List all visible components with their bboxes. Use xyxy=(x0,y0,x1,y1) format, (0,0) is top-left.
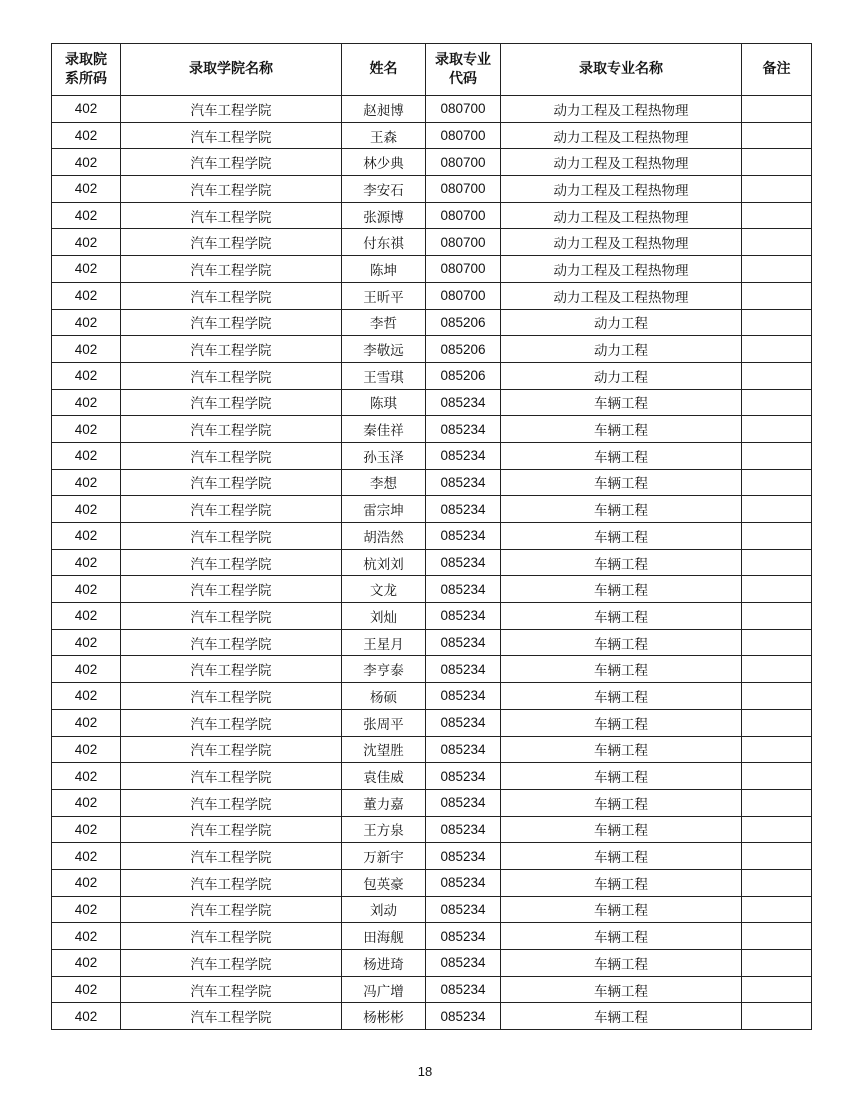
cell-note xyxy=(742,469,812,496)
cell-major: 车辆工程 xyxy=(501,736,742,763)
cell-major-code: 080700 xyxy=(426,256,501,283)
cell-major-code: 080700 xyxy=(426,122,501,149)
cell-dept-code: 402 xyxy=(52,843,121,870)
cell-note xyxy=(742,523,812,550)
cell-name: 王昕平 xyxy=(342,282,426,309)
cell-name: 陈坤 xyxy=(342,256,426,283)
header-major-code xyxy=(426,44,501,96)
table-row xyxy=(52,709,812,736)
cell-dept-code: 402 xyxy=(52,96,121,123)
cell-name: 田海舰 xyxy=(342,923,426,950)
cell-major-code: 085234 xyxy=(426,416,501,443)
header-college: 录取学院名称 xyxy=(121,44,342,96)
table-row xyxy=(52,603,812,630)
cell-dept-code: 402 xyxy=(52,336,121,363)
header-name: 姓名 xyxy=(342,44,426,96)
table-row xyxy=(52,202,812,229)
table-row xyxy=(52,843,812,870)
cell-major: 车辆工程 xyxy=(501,763,742,790)
cell-name: 刘动 xyxy=(342,896,426,923)
cell-major-code: 085234 xyxy=(426,736,501,763)
cell-dept-code: 402 xyxy=(52,229,121,256)
cell-name: 董力嘉 xyxy=(342,789,426,816)
table-row xyxy=(52,976,812,1003)
cell-major-code: 085234 xyxy=(426,603,501,630)
cell-dept-code: 402 xyxy=(52,442,121,469)
cell-college: 汽车工程学院 xyxy=(121,202,342,229)
admission-table xyxy=(51,43,812,1030)
cell-name: 杭刘刘 xyxy=(342,549,426,576)
cell-major: 动力工程及工程热物理 xyxy=(501,202,742,229)
table-row xyxy=(52,256,812,283)
cell-note xyxy=(742,869,812,896)
cell-major-code: 085234 xyxy=(426,523,501,550)
cell-dept-code: 402 xyxy=(52,683,121,710)
cell-major: 车辆工程 xyxy=(501,869,742,896)
cell-name: 万新宇 xyxy=(342,843,426,870)
cell-dept-code: 402 xyxy=(52,789,121,816)
cell-college: 汽车工程学院 xyxy=(121,229,342,256)
cell-major-code: 080700 xyxy=(426,149,501,176)
cell-note xyxy=(742,336,812,363)
table-header xyxy=(52,44,812,96)
cell-major-code: 085234 xyxy=(426,789,501,816)
cell-dept-code: 402 xyxy=(52,736,121,763)
cell-note xyxy=(742,763,812,790)
table-row xyxy=(52,576,812,603)
cell-note xyxy=(742,202,812,229)
cell-major: 车辆工程 xyxy=(501,1003,742,1030)
table-row xyxy=(52,789,812,816)
cell-college: 汽车工程学院 xyxy=(121,816,342,843)
cell-major: 车辆工程 xyxy=(501,416,742,443)
cell-note xyxy=(742,950,812,977)
table-row xyxy=(52,442,812,469)
cell-college: 汽车工程学院 xyxy=(121,336,342,363)
cell-major: 车辆工程 xyxy=(501,683,742,710)
cell-college: 汽车工程学院 xyxy=(121,149,342,176)
cell-major-code: 080700 xyxy=(426,229,501,256)
cell-major-code: 085234 xyxy=(426,576,501,603)
cell-major: 车辆工程 xyxy=(501,976,742,1003)
cell-major: 车辆工程 xyxy=(501,523,742,550)
cell-major-code: 085234 xyxy=(426,1003,501,1030)
table-row xyxy=(52,549,812,576)
cell-major: 动力工程及工程热物理 xyxy=(501,229,742,256)
cell-college: 汽车工程学院 xyxy=(121,950,342,977)
table-row xyxy=(52,523,812,550)
table-row xyxy=(52,416,812,443)
table-row xyxy=(52,122,812,149)
cell-note xyxy=(742,576,812,603)
cell-name: 雷宗坤 xyxy=(342,496,426,523)
header-row xyxy=(52,44,812,96)
cell-note xyxy=(742,416,812,443)
cell-dept-code: 402 xyxy=(52,416,121,443)
cell-dept-code: 402 xyxy=(52,176,121,203)
table-row xyxy=(52,923,812,950)
cell-note xyxy=(742,282,812,309)
table-row xyxy=(52,309,812,336)
cell-note xyxy=(742,709,812,736)
table-row xyxy=(52,629,812,656)
cell-major: 车辆工程 xyxy=(501,789,742,816)
cell-major: 动力工程及工程热物理 xyxy=(501,282,742,309)
cell-note xyxy=(742,789,812,816)
cell-note xyxy=(742,149,812,176)
cell-major: 车辆工程 xyxy=(501,950,742,977)
cell-major-code: 085234 xyxy=(426,896,501,923)
page-number: 18 xyxy=(417,1064,433,1079)
cell-dept-code: 402 xyxy=(52,256,121,283)
cell-note xyxy=(742,309,812,336)
cell-note xyxy=(742,442,812,469)
cell-dept-code: 402 xyxy=(52,656,121,683)
cell-dept-code: 402 xyxy=(52,816,121,843)
cell-note xyxy=(742,389,812,416)
cell-dept-code: 402 xyxy=(52,362,121,389)
cell-college: 汽车工程学院 xyxy=(121,576,342,603)
cell-name: 张周平 xyxy=(342,709,426,736)
cell-college: 汽车工程学院 xyxy=(121,603,342,630)
cell-major: 动力工程 xyxy=(501,309,742,336)
cell-note xyxy=(742,256,812,283)
table-body xyxy=(52,96,812,1030)
table-row xyxy=(52,336,812,363)
cell-major-code: 085234 xyxy=(426,709,501,736)
header-note: 备注 xyxy=(742,44,812,96)
cell-name: 李敬远 xyxy=(342,336,426,363)
cell-college: 汽车工程学院 xyxy=(121,656,342,683)
cell-major-code: 085234 xyxy=(426,816,501,843)
cell-college: 汽车工程学院 xyxy=(121,96,342,123)
cell-major-code: 080700 xyxy=(426,96,501,123)
cell-major: 车辆工程 xyxy=(501,549,742,576)
cell-major: 车辆工程 xyxy=(501,923,742,950)
cell-dept-code: 402 xyxy=(52,549,121,576)
table-row xyxy=(52,149,812,176)
cell-dept-code: 402 xyxy=(52,149,121,176)
cell-note xyxy=(742,176,812,203)
header-dept-code xyxy=(52,44,121,96)
cell-note xyxy=(742,96,812,123)
table-row xyxy=(52,736,812,763)
cell-major-code: 085234 xyxy=(426,496,501,523)
cell-name: 李安石 xyxy=(342,176,426,203)
table-row xyxy=(52,496,812,523)
cell-major: 动力工程及工程热物理 xyxy=(501,122,742,149)
cell-college: 汽车工程学院 xyxy=(121,1003,342,1030)
cell-name: 李亨泰 xyxy=(342,656,426,683)
cell-name: 王星月 xyxy=(342,629,426,656)
cell-name: 陈琪 xyxy=(342,389,426,416)
cell-major: 动力工程 xyxy=(501,362,742,389)
cell-major-code: 080700 xyxy=(426,202,501,229)
table-row xyxy=(52,282,812,309)
cell-major-code: 085234 xyxy=(426,869,501,896)
cell-major-code: 085234 xyxy=(426,950,501,977)
cell-note xyxy=(742,122,812,149)
cell-major: 车辆工程 xyxy=(501,389,742,416)
cell-college: 汽车工程学院 xyxy=(121,736,342,763)
cell-major: 动力工程及工程热物理 xyxy=(501,256,742,283)
cell-college: 汽车工程学院 xyxy=(121,389,342,416)
cell-note xyxy=(742,549,812,576)
cell-college: 汽车工程学院 xyxy=(121,629,342,656)
table-row xyxy=(52,176,812,203)
cell-major: 动力工程及工程热物理 xyxy=(501,176,742,203)
cell-college: 汽车工程学院 xyxy=(121,416,342,443)
cell-college: 汽车工程学院 xyxy=(121,976,342,1003)
cell-major-code: 085234 xyxy=(426,629,501,656)
cell-major-code: 085206 xyxy=(426,362,501,389)
cell-dept-code: 402 xyxy=(52,523,121,550)
table-row xyxy=(52,896,812,923)
cell-major-code: 080700 xyxy=(426,176,501,203)
table-row xyxy=(52,869,812,896)
cell-major-code: 085234 xyxy=(426,442,501,469)
cell-major: 车辆工程 xyxy=(501,442,742,469)
cell-name: 冯广增 xyxy=(342,976,426,1003)
cell-name: 沈望胜 xyxy=(342,736,426,763)
cell-name: 付东祺 xyxy=(342,229,426,256)
table-row xyxy=(52,96,812,123)
cell-major: 车辆工程 xyxy=(501,603,742,630)
cell-major-code: 085234 xyxy=(426,683,501,710)
cell-college: 汽车工程学院 xyxy=(121,896,342,923)
cell-dept-code: 402 xyxy=(52,469,121,496)
cell-dept-code: 402 xyxy=(52,389,121,416)
cell-note xyxy=(742,603,812,630)
cell-name: 林少典 xyxy=(342,149,426,176)
cell-dept-code: 402 xyxy=(52,1003,121,1030)
cell-college: 汽车工程学院 xyxy=(121,122,342,149)
cell-note xyxy=(742,816,812,843)
cell-note xyxy=(742,496,812,523)
cell-college: 汽车工程学院 xyxy=(121,256,342,283)
cell-college: 汽车工程学院 xyxy=(121,549,342,576)
cell-name: 孙玉泽 xyxy=(342,442,426,469)
cell-college: 汽车工程学院 xyxy=(121,843,342,870)
cell-major-code: 085234 xyxy=(426,389,501,416)
cell-major: 动力工程 xyxy=(501,336,742,363)
cell-dept-code: 402 xyxy=(52,603,121,630)
cell-major: 车辆工程 xyxy=(501,576,742,603)
cell-dept-code: 402 xyxy=(52,709,121,736)
cell-note xyxy=(742,683,812,710)
cell-major-code: 085234 xyxy=(426,656,501,683)
table-row xyxy=(52,816,812,843)
table-row xyxy=(52,683,812,710)
cell-major-code: 085234 xyxy=(426,549,501,576)
cell-name: 王方泉 xyxy=(342,816,426,843)
cell-name: 王雪琪 xyxy=(342,362,426,389)
cell-dept-code: 402 xyxy=(52,629,121,656)
cell-name: 杨彬彬 xyxy=(342,1003,426,1030)
cell-college: 汽车工程学院 xyxy=(121,176,342,203)
cell-dept-code: 402 xyxy=(52,309,121,336)
cell-note xyxy=(742,976,812,1003)
cell-college: 汽车工程学院 xyxy=(121,683,342,710)
cell-dept-code: 402 xyxy=(52,763,121,790)
cell-college: 汽车工程学院 xyxy=(121,789,342,816)
table-row xyxy=(52,362,812,389)
cell-major-code: 085206 xyxy=(426,309,501,336)
cell-name: 李哲 xyxy=(342,309,426,336)
cell-name: 杨进琦 xyxy=(342,950,426,977)
cell-major-code: 085206 xyxy=(426,336,501,363)
table-row xyxy=(52,469,812,496)
table-row xyxy=(52,1003,812,1030)
cell-dept-code: 402 xyxy=(52,923,121,950)
cell-major-code: 085234 xyxy=(426,763,501,790)
cell-dept-code: 402 xyxy=(52,950,121,977)
cell-major: 车辆工程 xyxy=(501,816,742,843)
cell-college: 汽车工程学院 xyxy=(121,309,342,336)
cell-note xyxy=(742,629,812,656)
cell-name: 秦佳祥 xyxy=(342,416,426,443)
cell-major: 车辆工程 xyxy=(501,469,742,496)
cell-name: 杨硕 xyxy=(342,683,426,710)
cell-major: 动力工程及工程热物理 xyxy=(501,96,742,123)
cell-major: 车辆工程 xyxy=(501,496,742,523)
table-row xyxy=(52,389,812,416)
cell-name: 包英豪 xyxy=(342,869,426,896)
cell-name: 张源博 xyxy=(342,202,426,229)
cell-note xyxy=(742,1003,812,1030)
cell-major: 车辆工程 xyxy=(501,709,742,736)
cell-college: 汽车工程学院 xyxy=(121,496,342,523)
cell-major: 动力工程及工程热物理 xyxy=(501,149,742,176)
cell-dept-code: 402 xyxy=(52,122,121,149)
cell-dept-code: 402 xyxy=(52,976,121,1003)
cell-major-code: 080700 xyxy=(426,282,501,309)
table-row xyxy=(52,229,812,256)
cell-major-code: 085234 xyxy=(426,976,501,1003)
table-row xyxy=(52,950,812,977)
cell-dept-code: 402 xyxy=(52,202,121,229)
cell-dept-code: 402 xyxy=(52,869,121,896)
table-row xyxy=(52,656,812,683)
cell-major: 车辆工程 xyxy=(501,656,742,683)
cell-note xyxy=(742,843,812,870)
cell-college: 汽车工程学院 xyxy=(121,282,342,309)
cell-major-code: 085234 xyxy=(426,469,501,496)
cell-note xyxy=(742,923,812,950)
cell-college: 汽车工程学院 xyxy=(121,709,342,736)
cell-name: 赵昶博 xyxy=(342,96,426,123)
cell-dept-code: 402 xyxy=(52,896,121,923)
cell-name: 胡浩然 xyxy=(342,523,426,550)
cell-note xyxy=(742,736,812,763)
header-major-code-text: 录取专业代码 xyxy=(435,51,491,87)
cell-note xyxy=(742,656,812,683)
cell-dept-code: 402 xyxy=(52,496,121,523)
cell-name: 刘灿 xyxy=(342,603,426,630)
cell-college: 汽车工程学院 xyxy=(121,362,342,389)
cell-major-code: 085234 xyxy=(426,843,501,870)
cell-college: 汽车工程学院 xyxy=(121,469,342,496)
cell-dept-code: 402 xyxy=(52,282,121,309)
table-row xyxy=(52,763,812,790)
cell-name: 李想 xyxy=(342,469,426,496)
cell-college: 汽车工程学院 xyxy=(121,869,342,896)
cell-college: 汽车工程学院 xyxy=(121,763,342,790)
cell-major: 车辆工程 xyxy=(501,843,742,870)
cell-name: 文龙 xyxy=(342,576,426,603)
cell-major: 车辆工程 xyxy=(501,629,742,656)
cell-college: 汽车工程学院 xyxy=(121,442,342,469)
cell-college: 汽车工程学院 xyxy=(121,923,342,950)
cell-note xyxy=(742,896,812,923)
cell-major-code: 085234 xyxy=(426,923,501,950)
cell-college: 汽车工程学院 xyxy=(121,523,342,550)
cell-note xyxy=(742,229,812,256)
cell-major: 车辆工程 xyxy=(501,896,742,923)
cell-name: 袁佳威 xyxy=(342,763,426,790)
cell-note xyxy=(742,362,812,389)
header-dept-code-text: 录取院系所码 xyxy=(65,51,107,87)
header-major: 录取专业名称 xyxy=(501,44,742,96)
cell-dept-code: 402 xyxy=(52,576,121,603)
cell-name: 王森 xyxy=(342,122,426,149)
